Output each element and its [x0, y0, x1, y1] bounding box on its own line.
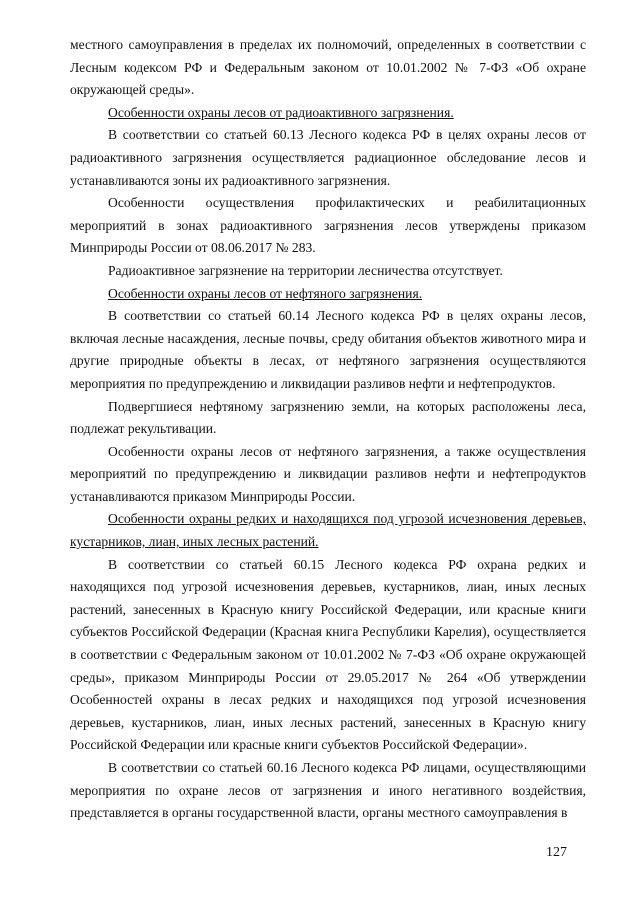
- page-number: 127: [546, 845, 567, 860]
- paragraph: Подвергшиеся нефтяному загрязнению земли, на которых расположены леса, подлежат рекультивации.: [70, 398, 586, 437]
- document-page: [70, 34, 586, 825]
- paragraph: В соответствии со статьей 60.16 Лесного кодекса РФ лицами, осуществляющими мероприятия по охране лесов от загрязнения и иного негативного воздействия, представляется в органы государственной власти, органы местного самоуправления в: [70, 760, 586, 821]
- paragraph: Радиоактивное загрязнение на территории лесничества отсутствует.: [108, 262, 503, 278]
- section-heading-rare-plants: Особенности охраны редких и находящихся под угрозой исчезновения деревьев, кустарников, лиан, иных лесных растений.: [70, 511, 586, 550]
- paragraph: В соответствии со статьей 60.14 Лесного кодекса РФ в целях охраны лесов, включая лесные насаждения, лесные почвы, среду обитания объектов животного мира и другие природные объекты в лесах, от нефтяного загрязнения осуществляются мероприятия по предупреждению и ликвидации разливов нефти и нефтепродуктов.: [70, 308, 586, 391]
- paragraph-continuation: местного самоуправления в пределах их полномочий, определенных в соответствии с Лесным кодексом РФ и Федеральным законом от 10.01.2002 № 7-ФЗ «Об охране окружающей среды».: [70, 37, 586, 98]
- section-heading-oil: Особенности охраны лесов от нефтяного загрязнения.: [108, 285, 423, 301]
- paragraph: В соответствии со статьей 60.15 Лесного кодекса РФ охрана редких и находящихся под угрозой исчезновения деревьев, кустарников, лиан, иных лесных растений, занесенных в Красную книгу Российской Федерации, или красные книги субъектов Российской Федерации (Красная книга Республики Карелия), осуществляется в соответствии с Федеральным законом от 10.01.2002 № 7-ФЗ «Об охране окружающей среды», приказом Минприроды России от 29.05.2017 № 264 «Об утверждении Особенностей охраны в лесах редких и находящихся под угрозой исчезновения деревьев, кустарников, лиан, иных лесных растений, занесенных в Красную книгу Российской Федерации или красные книги субъектов Российской Федерации».: [70, 556, 586, 753]
- paragraph: Особенности охраны лесов от нефтяного загрязнения, а также осуществления мероприятий по предупреждению и ликвидации разливов нефти и нефтепродуктов устанавливаются приказом Минприроды России.: [70, 443, 586, 504]
- paragraph: Особенности осуществления профилактических и реабилитационных мероприятий в зонах радиоактивного загрязнения лесов утверждены приказом Минприроды России от 08.06.2017 № 283.: [70, 195, 586, 256]
- paragraph: В соответствии со статьей 60.13 Лесного кодекса РФ в целях охраны лесов от радиоактивного загрязнения осуществляется радиационное обследование лесов и устанавливаются зоны их радиоактивного загрязнения.: [70, 127, 586, 188]
- section-heading-radioactive: Особенности охраны лесов от радиоактивного загрязнения.: [108, 104, 454, 120]
